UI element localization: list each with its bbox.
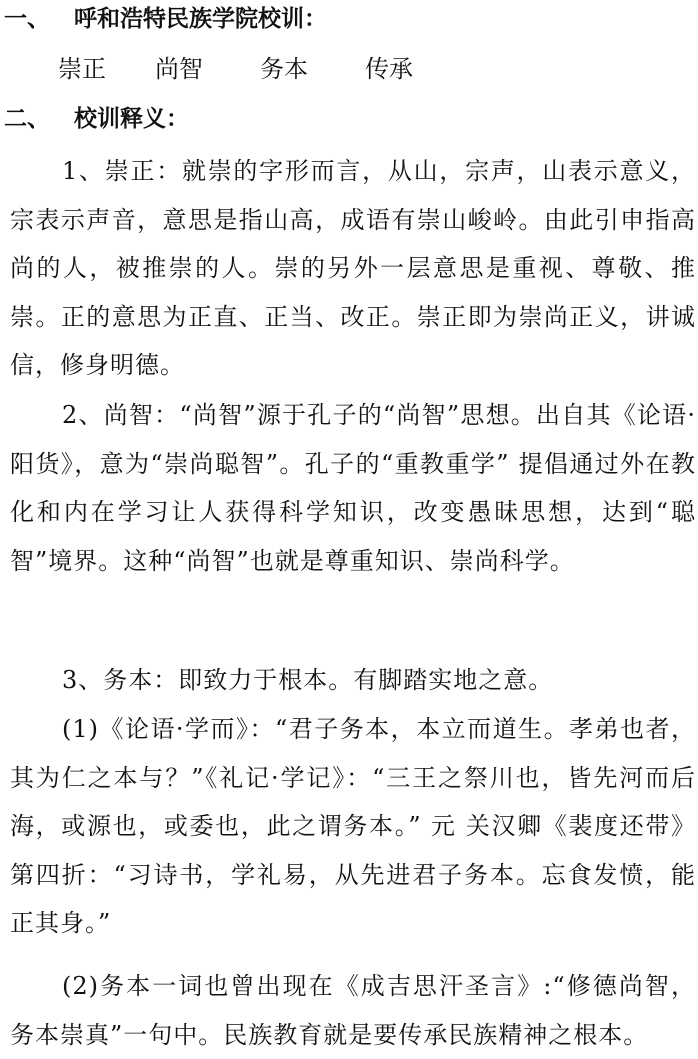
section-number: 二、	[4, 106, 50, 132]
section-heading-motto	[4, 4, 327, 34]
paragraph-shangzhi: 2、尚智：“尚智”源于孔子的“尚智”思想。出自其《论语·阳货》，意为“崇尚聪智”。孔子的“重教重学” 提倡通过外在教化和内在学习让人获得科学知识，改变愚昧思想，达到“聪智”境界。这种“尚智”也就是尊重知识、崇尚科学。	[10, 401, 696, 575]
paragraph-wuben: 3、务本：即致力于根本。有脚踏实地之意。	[62, 666, 554, 694]
paragraph-chongzheng: 1、崇正：就崇的字形而言，从山，宗声，山表示意义，宗表示声音，意思是指山高，成语有崇山峻岭。由此引申指高尚的人，被推崇的人。崇的另外一层意思是重视、尊敬、推崇。正的意思为正直、正当、改正。崇正即为崇尚正义，讲诚信，修身明德。	[10, 157, 696, 379]
motto-list	[58, 52, 413, 86]
motto-item: 传承	[365, 55, 413, 83]
motto-item: 尚智	[155, 55, 203, 83]
paragraph-wuben-citation-2: (2)务本一词也曾出现在《成吉思汗圣言》:“修德尚智，务本崇真”一句中。民族教育就是要传承民族精神之根本。	[10, 972, 696, 1049]
motto-item: 务本	[260, 55, 308, 83]
paragraph-wuben-citation-1: (1)《论语·学而》：“君子务本，本立而道生。孝弟也者，其为仁之本与？”《礼记·学记》：“三王之祭川也，皆先河而后海，或源也，或委也，此之谓务本。” 元 关汉卿《裴度还带》第四折：“习诗书，学礼易，从先进君子务本。忘食发愤，能正其身。”	[10, 715, 696, 937]
section-title: 校训释义：	[74, 106, 189, 132]
motto-item: 崇正	[58, 55, 106, 83]
section-number: 一、	[4, 6, 50, 32]
section-heading-explanation	[4, 104, 189, 134]
section-title: 呼和浩特民族学院校训：	[74, 6, 327, 32]
